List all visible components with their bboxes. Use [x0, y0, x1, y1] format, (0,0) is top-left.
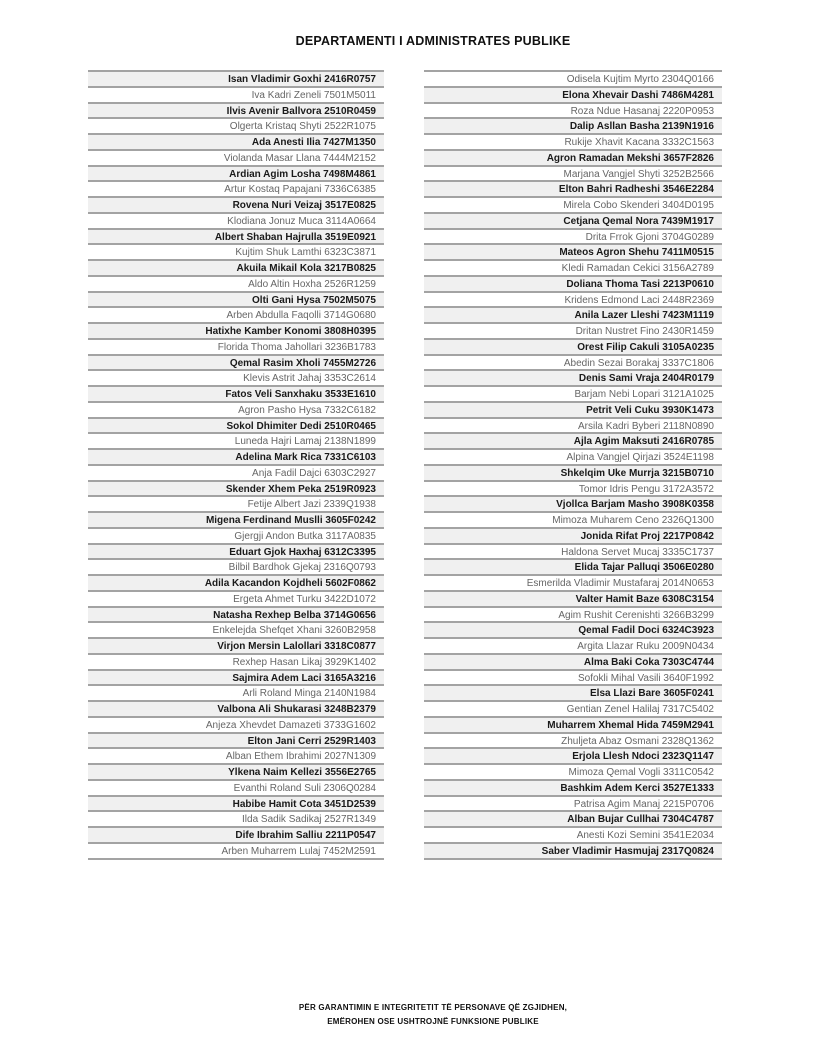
list-item: Valbona Ali Shukarasi 3248B2379: [88, 702, 384, 718]
list-item: Zhuljeta Abaz Osmani 2328Q1362: [424, 734, 722, 750]
list-item: Drita Frrok Gjoni 3704G0289: [424, 230, 722, 246]
list-item: Gentian Zenel Halilaj 7317C5402: [424, 702, 722, 718]
list-item: Arben Abdulla Faqolli 3714G0680: [88, 308, 384, 324]
list-item: Kridens Edmond Laci 2448R2369: [424, 293, 722, 309]
list-item: Rovena Nuri Veizaj 3517E0825: [88, 198, 384, 214]
left-name-column: [88, 70, 384, 860]
list-item: Anjeza Xhevdet Damazeti 3733G1602: [88, 718, 384, 734]
list-item: Bilbil Bardhok Gjekaj 2316Q0793: [88, 560, 384, 576]
list-item: Ylkena Naim Kellezi 3556E2765: [88, 765, 384, 781]
list-item: Muharrem Xhemal Hida 7459M2941: [424, 718, 722, 734]
list-item: Virjon Mersin Lalollari 3318C0877: [88, 639, 384, 655]
list-item: Anila Lazer Lleshi 7423M1119: [424, 308, 722, 324]
list-item: Luneda Hajri Lamaj 2138N1899: [88, 434, 384, 450]
list-item: Florida Thoma Jahollari 3236B1783: [88, 340, 384, 356]
list-item: Ergeta Ahmet Turku 3422D1072: [88, 592, 384, 608]
list-item: Elton Bahri Radheshi 3546E2284: [424, 182, 722, 198]
list-item: Rexhep Hasan Likaj 3929K1402: [88, 655, 384, 671]
list-item: Denis Sami Vraja 2404R0179: [424, 371, 722, 387]
list-item: Skender Xhem Peka 2519R0923: [88, 482, 384, 498]
list-item: Agron Ramadan Mekshi 3657F2826: [424, 151, 722, 167]
list-item: Habibe Hamit Cota 3451D2539: [88, 797, 384, 813]
list-item: Anja Fadil Dajci 6303C2927: [88, 466, 384, 482]
list-item: Patrisa Agim Manaj 2215P0706: [424, 797, 722, 813]
list-item: Ilvis Avenir Ballvora 2510R0459: [88, 104, 384, 120]
list-item: Akuila Mikail Kola 3217B0825: [88, 261, 384, 277]
list-item: Arben Muharrem Lulaj 7452M2591: [88, 844, 384, 860]
list-item: Shkelqim Uke Murrja 3215B0710: [424, 466, 722, 482]
list-item: Sokol Dhimiter Dedi 2510R0465: [88, 419, 384, 435]
list-item: Barjam Nebi Lopari 3121A1025: [424, 387, 722, 403]
list-item: Roza Ndue Hasanaj 2220P0953: [424, 104, 722, 120]
list-item: Fetije Albert Jazi 2339Q1938: [88, 497, 384, 513]
list-item: Rukije Xhavit Kacana 3332C1563: [424, 135, 722, 151]
list-item: Ardian Agim Losha 7498M4861: [88, 167, 384, 183]
list-item: Erjola Llesh Ndoci 2323Q1147: [424, 749, 722, 765]
list-item: Olti Gani Hysa 7502M5075: [88, 293, 384, 309]
list-item: Mimoza Qemal Vogli 3311C0542: [424, 765, 722, 781]
list-item: Agim Rushit Cerenishti 3266B3299: [424, 608, 722, 624]
right-name-column: [424, 70, 722, 860]
page-title: DEPARTAMENTI I ADMINISTRATES PUBLIKE: [295, 34, 571, 48]
list-item: Iva Kadri Zeneli 7501M5011: [88, 88, 384, 104]
list-item: Qemal Fadil Doci 6324C3923: [424, 623, 722, 639]
list-item: Evanthi Roland Suli 2306Q0284: [88, 781, 384, 797]
list-item: Natasha Rexhep Belba 3714G0656: [88, 608, 384, 624]
footer-note: [96, 1001, 770, 1028]
list-item: Mimoza Muharem Ceno 2326Q1300: [424, 513, 722, 529]
list-item: Alpina Vangjel Qirjazi 3524E1198: [424, 450, 722, 466]
list-item: Gjergji Andon Butka 3117A0835: [88, 529, 384, 545]
list-item: Dife Ibrahim Salliu 2211P0547: [88, 828, 384, 844]
list-item: Alban Ethem Ibrahimi 2027N1309: [88, 749, 384, 765]
list-item: Fatos Veli Sanxhaku 3533E1610: [88, 387, 384, 403]
list-item: Sajmira Adem Laci 3165A3216: [88, 671, 384, 687]
footer-line-2: EMËROHEN OSE USHTROJNË FUNKSIONE PUBLIKE: [327, 1016, 539, 1026]
list-item: Cetjana Qemal Nora 7439M1917: [424, 214, 722, 230]
list-item: Bashkim Adem Kerci 3527E1333: [424, 781, 722, 797]
list-item: Aldo Altin Hoxha 2526R1259: [88, 277, 384, 293]
list-item: Elida Tajar Palluqi 3506E0280: [424, 560, 722, 576]
list-item: Artur Kostaq Papajani 7336C6385: [88, 182, 384, 198]
list-item: Petrit Veli Cuku 3930K1473: [424, 403, 722, 419]
list-item: Dalip Asllan Basha 2139N1916: [424, 119, 722, 135]
list-item: Vjollca Barjam Masho 3908K0358: [424, 497, 722, 513]
list-item: Ada Anesti Ilia 7427M1350: [88, 135, 384, 151]
list-item: Ajla Agim Maksuti 2416R0785: [424, 434, 722, 450]
list-item: Dritan Nustret Fino 2430R1459: [424, 324, 722, 340]
list-item: Mateos Agron Shehu 7411M0515: [424, 245, 722, 261]
list-item: Albert Shaban Hajrulla 3519E0921: [88, 230, 384, 246]
list-item: Doliana Thoma Tasi 2213P0610: [424, 277, 722, 293]
list-item: Sofokli Mihal Vasili 3640F1992: [424, 671, 722, 687]
list-item: Abedin Sezai Borakaj 3337C1806: [424, 356, 722, 372]
list-item: Tomor Idris Pengu 3172A3572: [424, 482, 722, 498]
list-item: Valter Hamit Baze 6308C3154: [424, 592, 722, 608]
list-item: Argita Llazar Ruku 2009N0434: [424, 639, 722, 655]
list-item: Adila Kacandon Kojdheli 5602F0862: [88, 576, 384, 592]
list-item: Jonida Rifat Proj 2217P0842: [424, 529, 722, 545]
list-item: Violanda Masar Llana 7444M2152: [88, 151, 384, 167]
list-item: Elton Jani Cerri 2529R1403: [88, 734, 384, 750]
list-item: Elona Xhevair Dashi 7486M4281: [424, 88, 722, 104]
list-item: Isan Vladimir Goxhi 2416R0757: [88, 72, 384, 88]
list-item: Enkelejda Shefqet Xhani 3260B2958: [88, 623, 384, 639]
list-item: Saber Vladimir Hasmujaj 2317Q0824: [424, 844, 722, 860]
list-item: Migena Ferdinand Muslli 3605F0242: [88, 513, 384, 529]
list-item: Adelina Mark Rica 7331C6103: [88, 450, 384, 466]
list-item: Klevis Astrit Jahaj 3353C2614: [88, 371, 384, 387]
list-item: Agron Pasho Hysa 7332C6182: [88, 403, 384, 419]
list-item: Qemal Rasim Xholi 7455M2726: [88, 356, 384, 372]
list-item: Klodiana Jonuz Muca 3114A0664: [88, 214, 384, 230]
list-item: Haldona Servet Mucaj 3335C1737: [424, 545, 722, 561]
list-item: Elsa Llazi Bare 3605F0241: [424, 686, 722, 702]
list-item: Hatixhe Kamber Konomi 3808H0395: [88, 324, 384, 340]
list-item: Arli Roland Minga 2140N1984: [88, 686, 384, 702]
list-item: Mirela Cobo Skenderi 3404D0195: [424, 198, 722, 214]
list-item: Alma Baki Coka 7303C4744: [424, 655, 722, 671]
list-item: Anesti Kozi Semini 3541E2034: [424, 828, 722, 844]
list-item: Arsila Kadri Byberi 2118N0890: [424, 419, 722, 435]
list-item: Esmerilda Vladimir Mustafaraj 2014N0653: [424, 576, 722, 592]
list-item: Orest Filip Cakuli 3105A0235: [424, 340, 722, 356]
list-item: Eduart Gjok Haxhaj 6312C3395: [88, 545, 384, 561]
list-item: Kledi Ramadan Cekici 3156A2789: [424, 261, 722, 277]
list-item: Odisela Kujtim Myrto 2304Q0166: [424, 72, 722, 88]
footer-line-1: PËR GARANTIMIN E INTEGRITETIT TË PERSONAVE QË ZGJIDHEN,: [298, 1003, 568, 1012]
list-item: Alban Bujar Cullhai 7304C4787: [424, 812, 722, 828]
list-item: Ilda Sadik Sadikaj 2527R1349: [88, 812, 384, 828]
list-item: Olgerta Kristaq Shyti 2522R1075: [88, 119, 384, 135]
list-item: Kujtim Shuk Lamthi 6323C3871: [88, 245, 384, 261]
list-item: Marjana Vangjel Shyti 3252B2566: [424, 167, 722, 183]
